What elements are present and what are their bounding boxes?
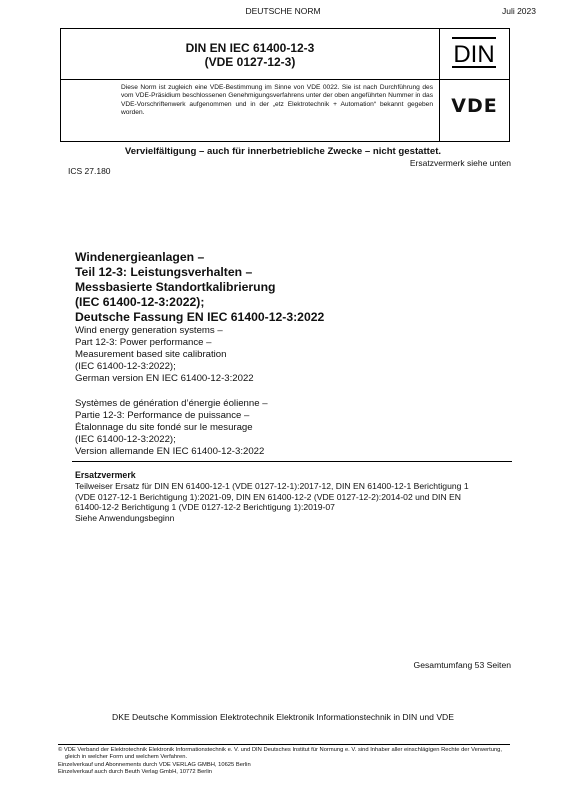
title-de-line: Messbasierte Standortkalibrierung bbox=[75, 280, 276, 294]
document-type: DEUTSCHE NORM bbox=[245, 6, 321, 16]
title-english bbox=[75, 325, 254, 385]
title-de-line: Windenergieanlagen – bbox=[75, 250, 205, 264]
title-de-line: Teil 12-3: Leistungsverhalten – bbox=[75, 265, 253, 279]
footer-line: Einzelverkauf auch durch Beuth Verlag GmbH, 10772 Berlin bbox=[58, 769, 213, 776]
title-de-line: (IEC 61400-12-3:2022); bbox=[75, 295, 205, 309]
ersatz-body bbox=[75, 481, 515, 523]
ersatz-line: Teilweiser Ersatz für DIN EN 61400-12-1 (VDE 0127-12-1):2017-12, DIN EN 61400-12-1 Berichtigung 1 bbox=[75, 481, 469, 491]
title-de-line: Deutsche Fassung EN IEC 61400-12-3:2022 bbox=[75, 310, 325, 324]
top-header bbox=[0, 6, 566, 20]
standard-number: DIN EN IEC 61400-12-3 bbox=[185, 41, 315, 55]
footer-line: Einzelverkauf und Abonnements durch VDE VERLAG GMBH, 10625 Berlin bbox=[58, 761, 251, 768]
ics-code: ICS 27.180 bbox=[68, 166, 111, 176]
footer-line: gleich in welcher Form und welchem Verfahren. bbox=[65, 754, 188, 761]
footer-line: © VDE Verband der Elektrotechnik Elektronik Informationstechnik e. V. und DIN Deutsches Institut für Normung e. V. sind Inhaber aller einschlägigen Rechte der Verwertung, bbox=[58, 747, 502, 753]
footer-divider bbox=[58, 744, 510, 745]
title-german bbox=[75, 250, 324, 325]
standard-number-row bbox=[61, 29, 509, 80]
vde-logo: VDE bbox=[451, 95, 498, 117]
title-en-line: (IEC 61400-12-3:2022); bbox=[75, 361, 176, 372]
title-fr-line: Étalonnage du site fondé sur le mesurage bbox=[75, 422, 253, 433]
title-fr-line: Partie 12-3: Performance de puissance – bbox=[75, 410, 250, 421]
title-en-line: Measurement based site calibration bbox=[75, 349, 227, 360]
vde-number: (VDE 0127-12-3) bbox=[204, 55, 296, 69]
ersatz-heading: Ersatzvermerk bbox=[75, 470, 136, 480]
reproduction-notice: Vervielfältigung – auch für innerbetriebliche Zwecke – nicht gestattet. bbox=[124, 146, 442, 157]
ersatz-line: 61400-12-2 Berichtigung 1 (VDE 0127-12-2 Berichtigung 1):2019-07 bbox=[75, 502, 335, 513]
title-en-line: Part 12-3: Power performance – bbox=[75, 337, 212, 348]
title-french bbox=[75, 398, 268, 458]
publication-date: Juli 2023 bbox=[501, 6, 536, 16]
title-fr-line: Version allemande EN IEC 61400-12-3:2022 bbox=[75, 446, 265, 457]
title-en-line: German version EN IEC 61400-12-3:2022 bbox=[75, 373, 254, 384]
ersatz-line: Siehe Anwendungsbeginn bbox=[75, 512, 175, 523]
header-divider bbox=[439, 29, 440, 141]
title-en-line: Wind energy generation systems – bbox=[75, 325, 223, 336]
title-fr-line: (IEC 61400-12-3:2022); bbox=[75, 434, 176, 445]
notice-row bbox=[61, 79, 509, 141]
total-pages: Gesamtumfang 53 Seiten bbox=[413, 660, 511, 670]
title-fr-line: Systèmes de génération d’énergie éolienne – bbox=[75, 398, 268, 409]
copyright-footer bbox=[58, 747, 513, 777]
din-logo bbox=[451, 35, 497, 71]
vde-notice: Diese Norm ist zugleich eine VDE-Bestimmung im Sinne von VDE 0022. Sie ist nach Durchführung des vom VDE-Präsidium beschlossenen Genehmigungsverfahrens unter der oben angeführten Nummer in das VDE-Vorschriftenwerk aufgenommen und in der „etz Elektrotechnik + Automation“ bekannt gegeben worden. bbox=[121, 84, 433, 117]
standard-header-box bbox=[60, 28, 510, 142]
dke-line: DKE Deutsche Kommission Elektrotechnik Elektronik Informationstechnik in DIN und VDE bbox=[112, 712, 454, 722]
section-divider bbox=[72, 461, 512, 462]
din-logo-text: DIN bbox=[453, 41, 495, 68]
replacement-note: Ersatzvermerk siehe unten bbox=[409, 158, 511, 168]
ersatz-line: (VDE 0127-12-1 Berichtigung 1):2021-09, DIN EN 61400-12-2 (VDE 0127-12-2):2014-02 und DIN EN bbox=[75, 491, 461, 502]
